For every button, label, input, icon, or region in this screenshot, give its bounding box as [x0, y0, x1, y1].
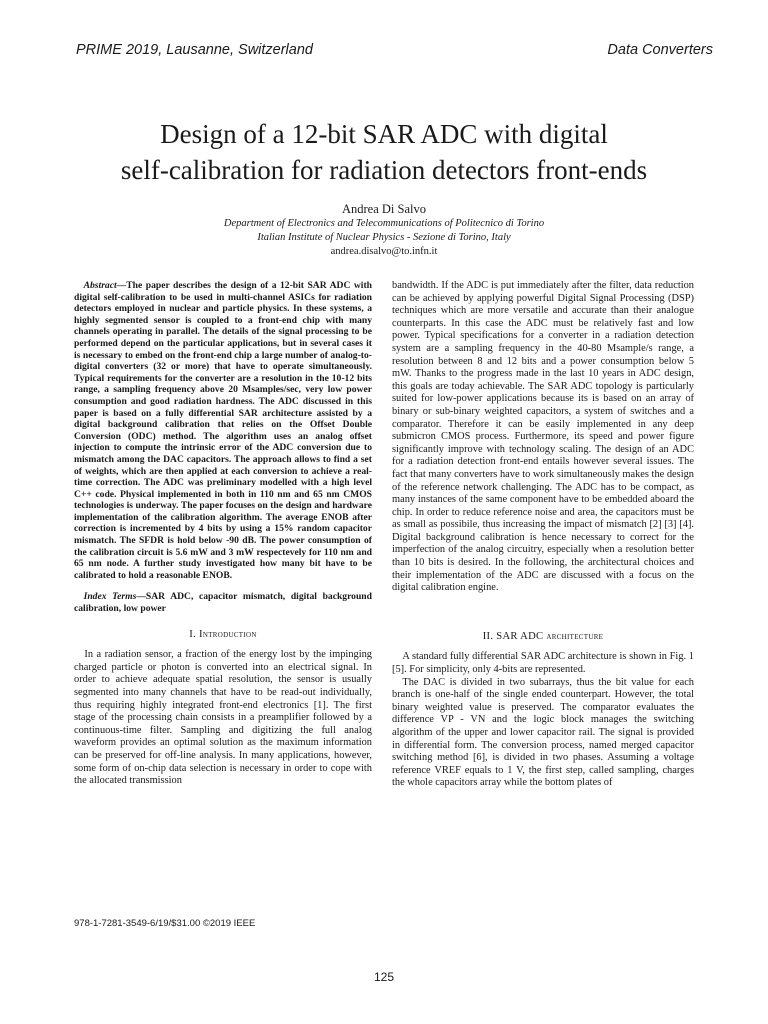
- index-terms-text: —SAR ADC, capacitor mismatch, digital background calibration, low power: [74, 591, 372, 615]
- section-heading-sar-architecture: II. SAR ADC architecture: [482, 630, 604, 642]
- author-affiliation-2: Italian Institute of Nuclear Physics - Sezione di Torino, Italy: [257, 232, 511, 243]
- author-affiliation-1: Department of Electronics and Telecommunications of Politecnico di Torino: [223, 218, 545, 229]
- section-spacer: [392, 595, 694, 617]
- page-number: 125: [373, 970, 395, 984]
- index-terms: [74, 591, 372, 614]
- introduction-paragraph: In a radiation sensor, a fraction of the energy lost by the impinging charged particle or photon is converted into an electrical signal. In order to achieve adequate spatial resolution, the sensor is usually segmented into many channels that have to be read-out individually, thus requiring highly integrated front-end electronics [1]. The first stage of the processing chain consists in a preamplifier followed by a continuous-time filter. Sampling and digitizing the full analog waveform provides an optimal solution as the maximum information can be preserved for off-line analysis. In many applications, however, some form of on-chip data selection is necessary in order to cope with the allocated transmission: [74, 649, 372, 787]
- paper-title: [60, 116, 708, 188]
- author-name: Andrea Di Salvo: [341, 202, 426, 216]
- copyright-notice: 978-1-7281-3549-6/19/$31.00 ©2019 IEEE: [74, 918, 256, 929]
- paper-title-line-2: self-calibration for radiation detectors front-ends: [120, 155, 648, 185]
- left-column: [74, 280, 372, 788]
- running-header-right: Data Converters: [607, 42, 713, 58]
- sar-paragraph-2: The DAC is divided in two subarrays, thus the bit value for each branch is one-half of the single ended counterpart. However, the total binary weighted value is preserved. The comparator evaluates the difference VP - VN and the logic block manages the switching algorithm of the upper and lower capacitor rail. The signal is provided in differential form. The conversion process, named merged capacitor switching method [6], is divided in two phases. Assuming a voltage reference VREF equals to 1 V, the first step, called sampling, charges the whole capacitors array while the bottom plates of: [392, 676, 694, 789]
- section-heading-introduction: I. Introduction: [189, 628, 257, 640]
- sar-paragraph-1: A standard fully differential SAR ADC architecture is shown in Fig. 1 [5]. For simplicity, only 4-bits are represented.: [392, 651, 694, 676]
- abstract-text: —The paper describes the design of a 12-bit SAR ADC with digital self-calibration to be used in multi-channel ASICs for radiation detectors employed in nuclear and particle physics. In these systems, a highly segmented sensor is coupled to a front-end chip with many channels operating in parallel. The details of the signal processing to be performed depend on the particular applications, but in several cases it is necessary to embed on the front-end chip a large number of analog-to-digital converters (32 or more) that have to operate simultaneously. Typical requirements for the converter are a resolution in the 10-12 bits range, a sampling frequency above 20 Msamples/sec, very low power consumption and good radiation hardness. The ADC discussed in this paper is based on a fully differential SAR architecture assisted by a digital background calibration that relies on the Offset Double Conversion (ODC) method. The algorithm uses an analog offset injection to compute the intrinsic error of the ADC conversion due to mismatch among the DAC capacitors. The approach allows to find a set of weights, which are then applied at each conversion to achieve a real-time correction. The ADC was preliminary modelled with a high level C++ code. Physical implemented in both in 110 nm and 65 nm CMOS technologies is underway. The paper focuses on the design and hardware implementation of the calibration algorithm. The average ENOB after correction is incremented by 4 bits by using a 15% random capacitor mismatch. The SFDR is hold below -90 dB. The power consumption of the calibration circuit is 5.6 mW and 3 mW respectevely for 110 nm and 65 nm node. A further study investigated how many bit have to be calibrated to hold a reasonable ENOB.: [74, 280, 372, 581]
- author-email: andrea.disalvo@to.infn.it: [330, 246, 438, 257]
- right-column: [392, 280, 694, 790]
- running-header-left: PRIME 2019, Lausanne, Switzerland: [76, 42, 313, 58]
- title-block: [60, 116, 708, 259]
- paper-title-line-1: Design of a 12-bit SAR ADC with digital: [160, 119, 608, 149]
- abstract-lead: Abstract: [83, 280, 117, 291]
- introduction-continued-paragraph: bandwidth. If the ADC is put immediately after the filter, data reduction can be achieved by applying powerful Digital Signal Processing (DSP) techniques which are more versatile and accurate than their analogue counterparts. In this case the ADC must be relatively fast and low power. Typical specifications for a converter in a radiation detection system are a sampling frequency in the 40-80 Msample/s range, a resolution between 8 and 12 bits and a power consumption below 5 mW. Thanks to the progress made in the last 10 years in ADC design, this goals are today achievable. The SAR ADC topology is particularly suited for low-power applications because its is based on an array of binary or sub-binary weighted capacitors, a system of switches and a comparator. Therefore it can be easily implemented in any deep submicron CMOS process. Furthermore, its speed and power figure significantly improve with technology scaling. The design of an ADC for a radiation detection front-end entails however several issues. The fact that many converters have to work simultaneously makes the design of the reference network challenging. The ADC has to be compact, as many instances of the same component have to be embedded aboard the chip. In order to reduce reference noise and area, the capacitors must be as small as possibile, thus increasing the impact of mismatch [2] [3] [4]. Digital background calibration is hence necessary to correct for the imperfection of the analog circuitry, especially when a resolution better than 10 bits is desired. In the following, the architectural choices and their implementation of the ADC are discussed with a focus on the digital calibration engine.: [392, 280, 694, 594]
- index-terms-lead: Index Terms: [83, 591, 137, 603]
- abstract: [74, 280, 372, 581]
